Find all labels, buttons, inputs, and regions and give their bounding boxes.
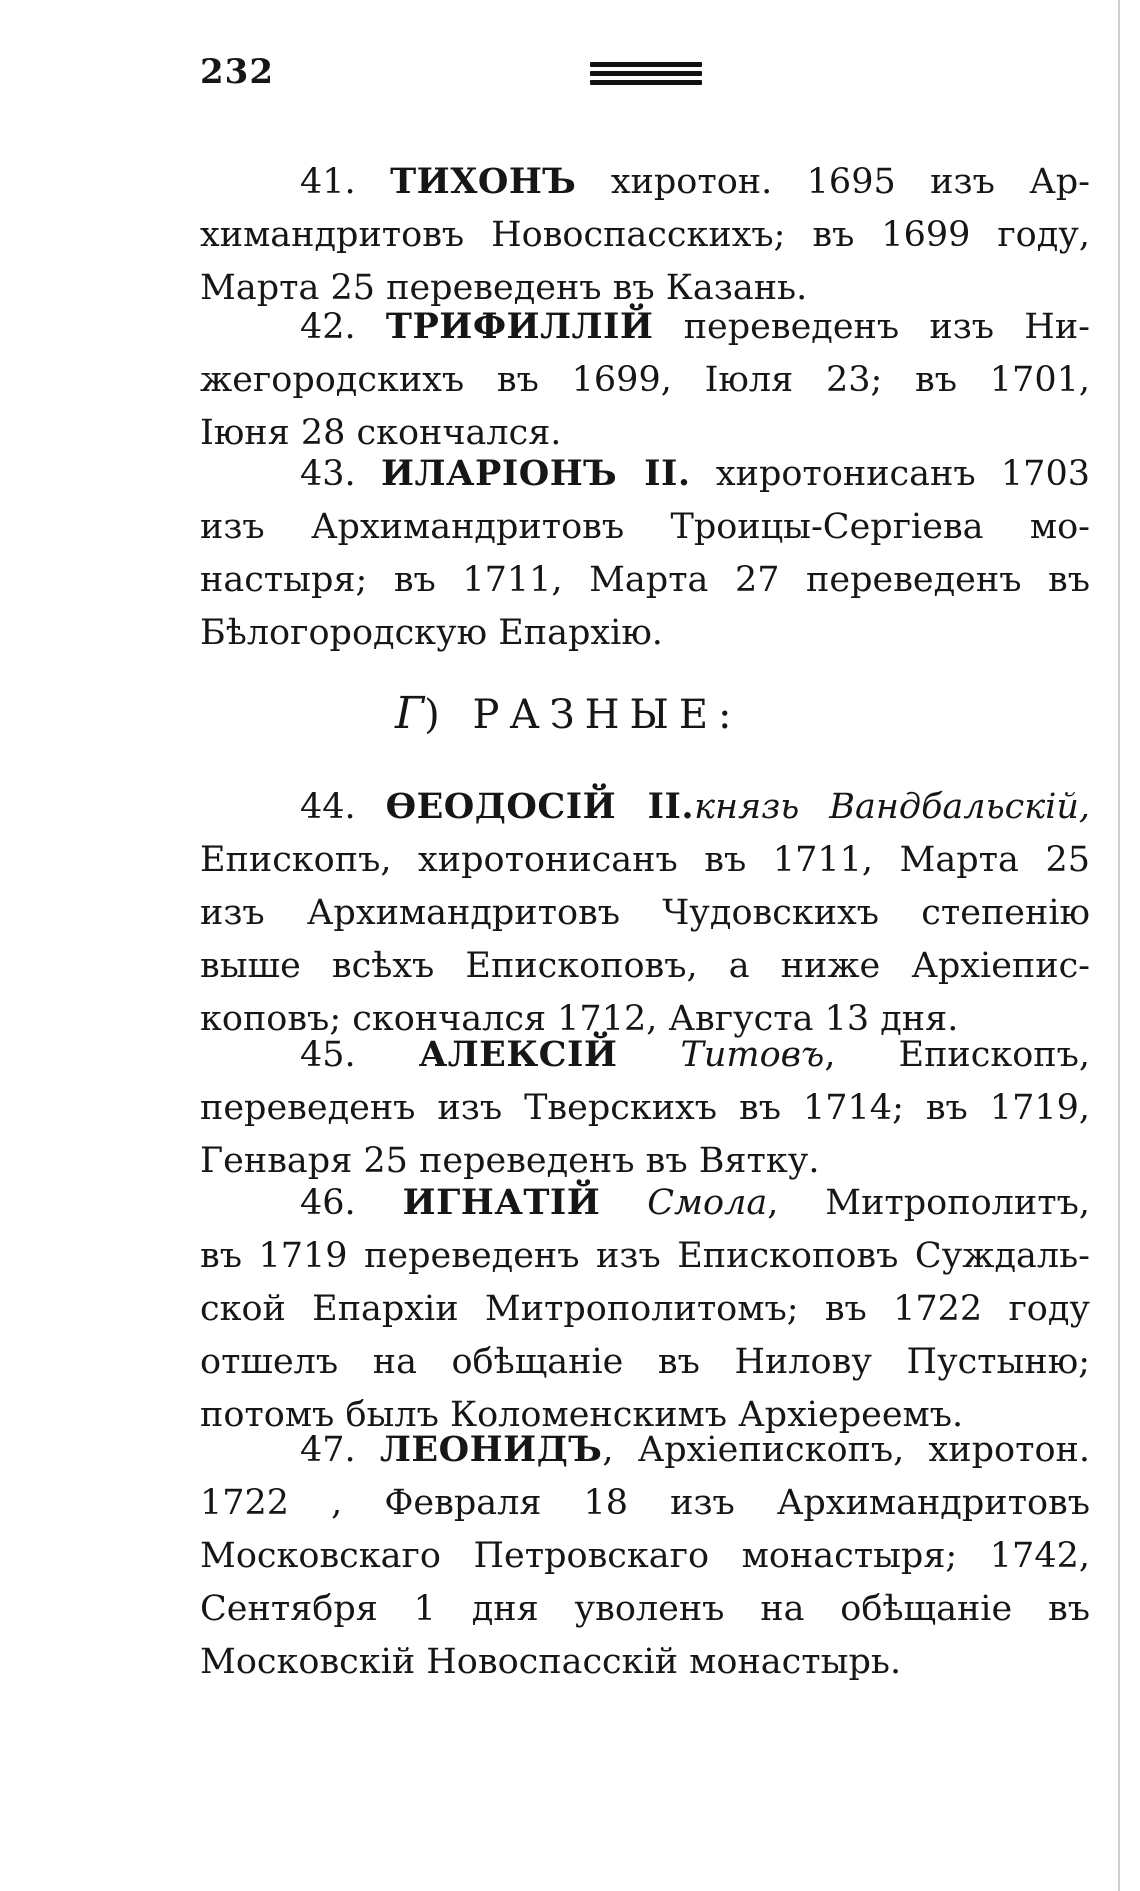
entry-line: Бѣлогородскую Епархію. [200,613,663,653]
entry-name: ЛЕОНИДЪ [379,1429,603,1470]
entry-number: 46. [300,1183,356,1223]
entry-line [200,155,1090,209]
entry-line: Марта 25 переведенъ въ Казань. [200,268,808,308]
entry-47 [200,1423,1090,1689]
entry-line: Московскаго Петровскаго монастыря; 1742, [200,1536,1090,1576]
entry-epithet: Титовъ [680,1035,825,1075]
entry-name: ТРИФИЛЛІЙ [385,306,654,347]
entry-number: 44. [300,787,356,827]
entry-number: 42. [300,307,356,347]
entry-line: Іюня 28 скончался. [200,413,562,453]
entry-name: ТИХОНЪ [390,161,577,202]
entry-text: хиротон. 1695 изъ Ар- [576,162,1090,202]
entry-41 [200,155,1090,315]
entry-46 [200,1176,1090,1442]
entry-line: жегородскихъ въ 1699, Іюля 23; въ 1701, [200,360,1090,400]
entry-45 [200,1028,1090,1188]
entry-line: отшелъ на обѣщаніе въ Нилову Пустыню; [200,1342,1090,1382]
entry-line: изъ Архимандритовъ Троицы-Сергіева мо- [200,507,1090,547]
entry-line: Московскій Новоспасскій монастырь. [200,1642,902,1682]
entry-line: переведенъ изъ Тверскихъ въ 1714; въ 1719, [200,1088,1090,1128]
entry-line: въ 1719 переведенъ изъ Епископовъ Суждаль- [200,1236,1090,1276]
page-edge [1118,0,1120,1891]
entry-text: переведенъ изъ Ни- [653,307,1090,347]
entry-epithet: князь Вандбальскій, [694,787,1090,827]
entry-name: ИГНАТІЙ [402,1182,601,1223]
header-ornament-rule [590,62,702,88]
entry-number: 41. [300,162,356,202]
entry-line: Сентября 1 дня уволенъ на обѣщаніе въ [200,1589,1090,1629]
entry-43 [200,447,1090,660]
entry-name: ИЛАРІОНЪ II. [381,453,691,494]
entry-line [200,780,1090,834]
entry-epithet: Смола [647,1183,768,1223]
section-title: ) РАЗНЫЕ: [424,692,742,738]
section-heading [395,688,742,739]
entry-line: ской Епархіи Митрополитомъ; въ 1722 году [200,1289,1090,1329]
entry-line [200,1176,1090,1230]
entry-line: коповъ; скончался 1712, Августа 13 дня. [200,999,959,1039]
entry-line: Епископъ, хиротонисанъ въ 1711, Марта 25 [200,840,1090,880]
entry-text: , Митрополитъ, [767,1183,1090,1223]
entry-name: АЛЕКСІЙ [418,1034,618,1075]
entry-line [200,447,1090,501]
entry-text: , Архіепископъ, хиротон. [602,1430,1090,1470]
entry-number: 45. [300,1035,356,1075]
entry-line [200,300,1090,354]
entry-line [200,1028,1090,1082]
entry-number: 47. [300,1430,356,1470]
entry-44 [200,780,1090,1046]
entry-name: ѲЕОДОСІЙ II. [385,786,695,827]
entry-line: 1722 , Февраля 18 изъ Архимандритовъ [200,1483,1090,1523]
entry-text: , Епископъ, [824,1035,1090,1075]
entry-line: потомъ былъ Коломенскимъ Архіереемъ. [200,1395,964,1435]
entry-text: хиротонисанъ 1703 [690,454,1090,494]
entry-line [200,1423,1090,1477]
entry-line: настыря; въ 1711, Марта 27 переведенъ въ [200,560,1090,600]
entry-line: выше всѣхъ Епископовъ, а ниже Архіепис- [200,946,1090,986]
section-letter: Г [395,688,425,739]
entry-42 [200,300,1090,460]
entry-number: 43. [300,454,356,494]
entry-line: изъ Архимандритовъ Чудовскихъ степенію [200,893,1090,933]
entry-line: химандритовъ Новоспасскихъ; въ 1699 году, [200,215,1090,255]
page-number: 232 [200,52,274,92]
entry-line: Генваря 25 переведенъ въ Вятку. [200,1141,820,1181]
